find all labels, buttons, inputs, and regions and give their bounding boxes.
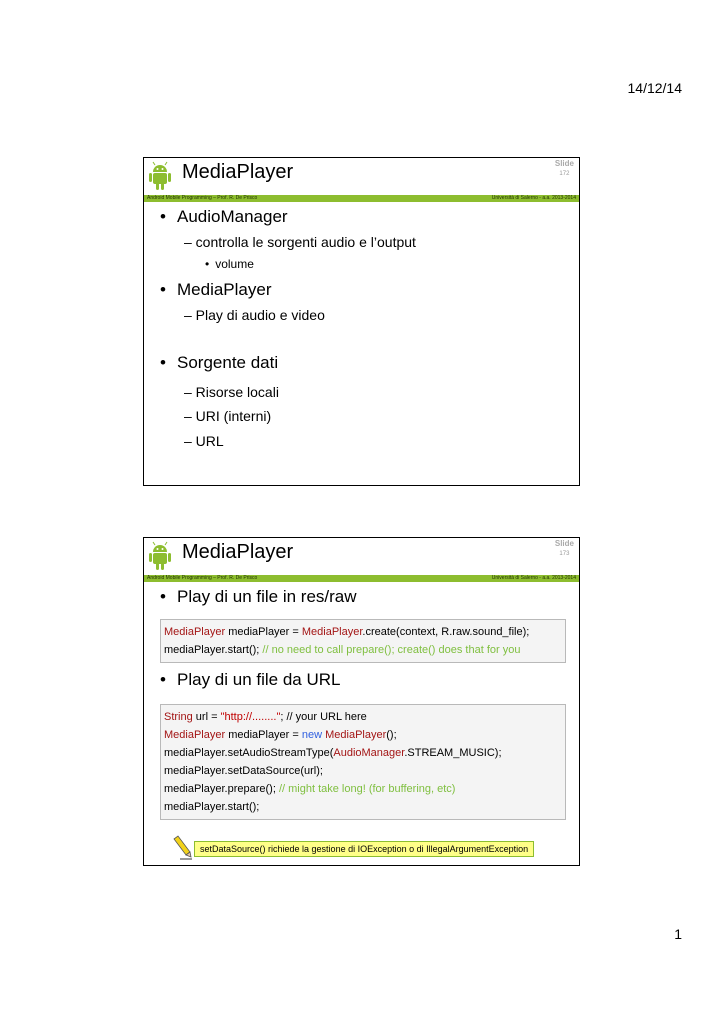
university-label: Università di Salerno - a.a. 2013-2014 [491,195,576,201]
slide-172 [143,157,580,486]
slide-label: Slide [554,539,574,548]
slide-body [144,582,579,866]
sub-bullet: – URL [184,433,224,449]
slide-number: 173 [559,551,570,557]
note-text: setDataSource() richiede la gestione di IOException o di IllegalArgumentException [194,841,534,857]
bullet-audiomanager: • AudioManager [160,207,288,227]
code-line: MediaPlayer mediaPlayer = MediaPlayer.create(context, R.raw.sound_file); [164,626,530,638]
slide-tag [555,539,574,559]
slide-title: MediaPlayer [182,161,294,183]
code-line: MediaPlayer mediaPlayer = new MediaPlayer(); [164,729,397,741]
slide-number: 172 [559,171,570,177]
code-block-raw [160,619,566,663]
sub-bullet: – controlla le sorgenti audio e l’output [184,234,416,250]
course-label: Android Mobile Programming – Prof. R. De Prisco [147,575,258,581]
code-block-url [160,704,566,820]
page-number: 1 [674,926,682,942]
page-date: 14/12/14 [627,80,682,96]
bullet-play-raw: • Play di un file in res/raw [160,587,357,607]
pencil-icon [172,835,194,861]
university-label: Università di Salerno - a.a. 2013-2014 [491,575,576,581]
slide-173 [143,537,580,866]
bullet-mediaplayer: • MediaPlayer [160,280,272,300]
code-line: String url = "http://........"; // your URL here [164,711,367,723]
sub-sub-bullet: • volume [205,257,254,271]
slide-header [144,158,579,195]
code-line: mediaPlayer.setDataSource(url); [164,765,323,777]
bullet-play-url: • Play di un file da URL [160,670,340,690]
code-line: mediaPlayer.setAudioStreamType(AudioManager.STREAM_MUSIC); [164,747,502,759]
code-line: mediaPlayer.start(); // no need to call prepare(); create() does that for you [164,644,521,656]
slide-title: MediaPlayer [182,541,294,563]
course-label: Android Mobile Programming – Prof. R. De Prisco [147,195,258,201]
code-line: mediaPlayer.prepare(); // might take long! (for buffering, etc) [164,783,456,795]
slide-green-bar [144,195,579,202]
android-icon [148,541,172,571]
slide-green-bar [144,575,579,582]
slide-header [144,538,579,575]
slide-label: Slide [554,159,574,168]
note-callout [172,835,572,861]
android-icon [148,161,172,191]
code-line: mediaPlayer.start(); [164,801,260,813]
sub-bullet: – Play di audio e video [184,307,325,323]
slide-tag [555,159,574,179]
bullet-sorgente-dati: • Sorgente dati [160,353,278,373]
sub-bullet: – URI (interni) [184,408,272,424]
sub-bullet: – Risorse locali [184,384,279,400]
